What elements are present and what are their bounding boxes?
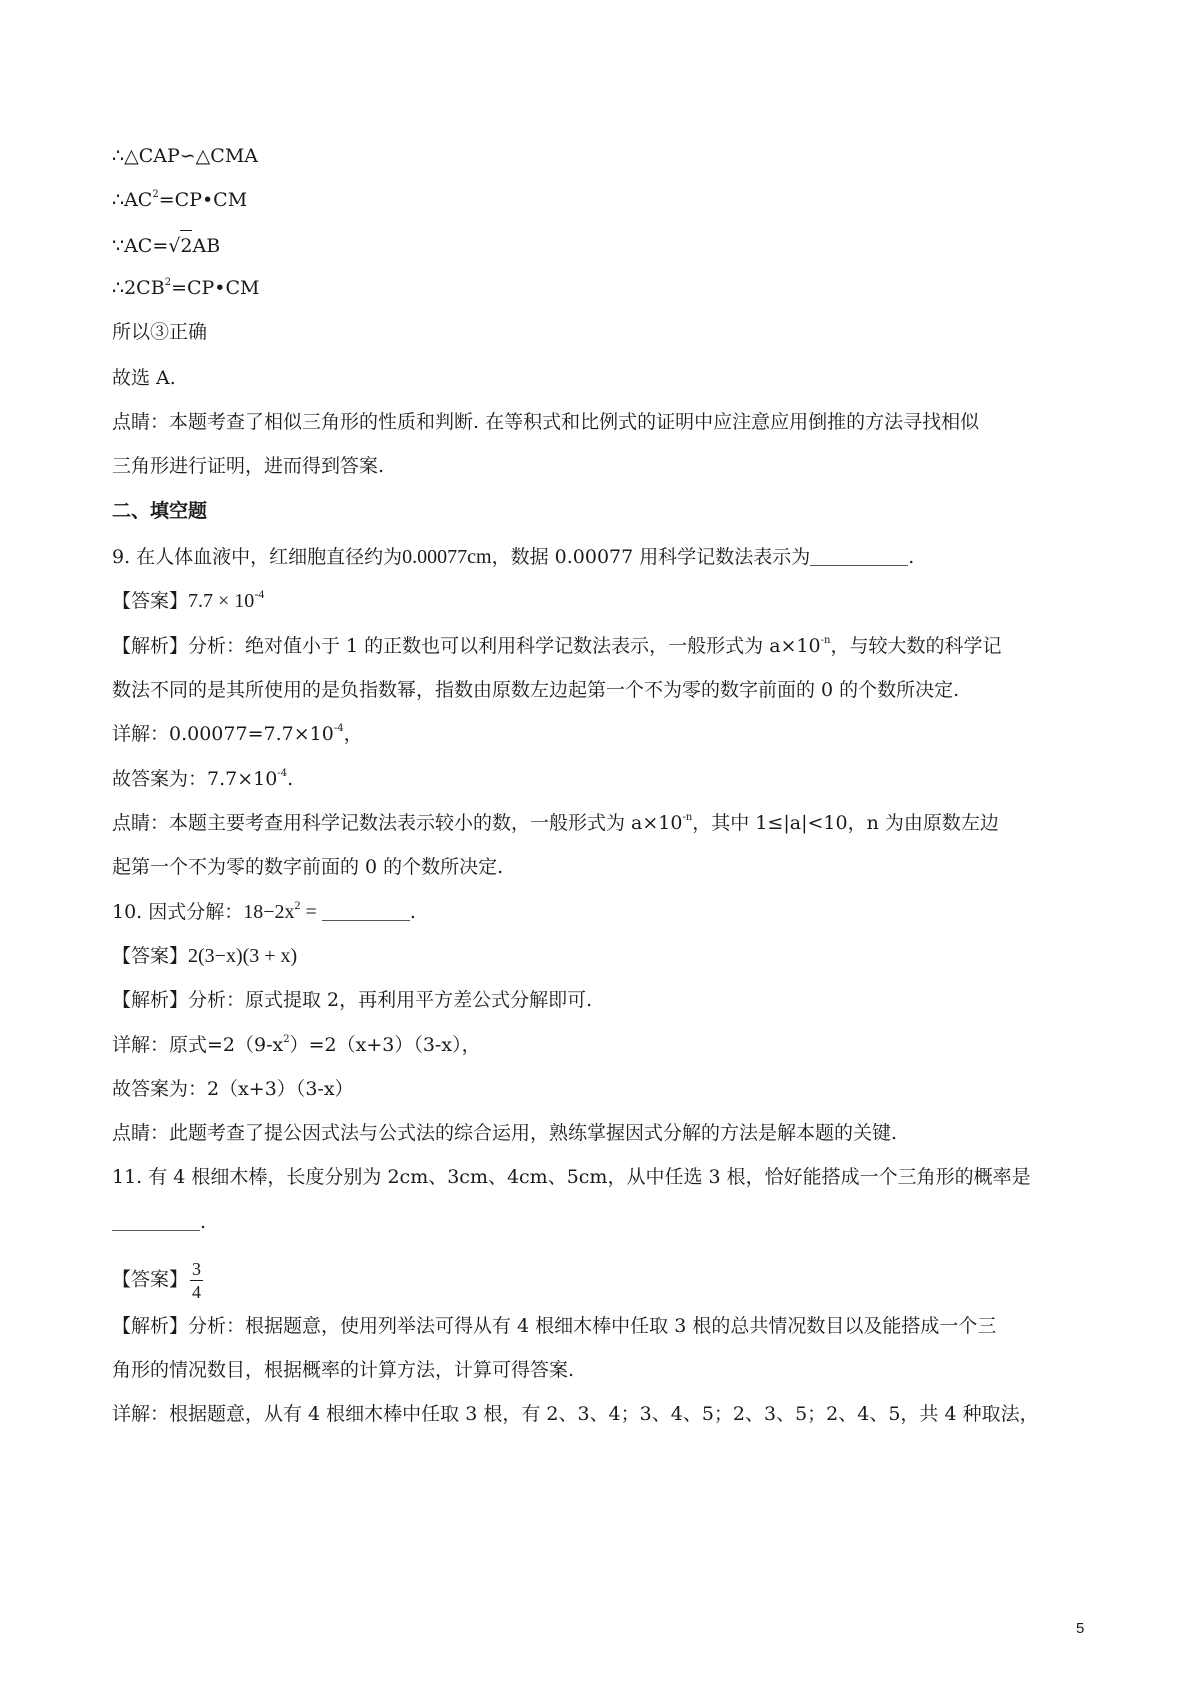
text-segment: 详解：根据题意，从有 4 根细木棒中任取 3 根，有 2、3、4；3、4、5；2、3、5；2、4、5，共 4 种取法， (112, 1403, 1039, 1425)
text-segment: 数法不同的是其所使用的是负指数幂，指数由原数左边起第一个不为零的数字前面的 0 的个数所决定. (112, 679, 960, 701)
question-9-analysis-2 (112, 676, 959, 704)
superscript: -4 (277, 768, 288, 779)
text-segment: ，数据 0.00077 用科学记数法表示为 (491, 546, 811, 568)
answer-math: 7.7 × 10 (188, 590, 255, 612)
text-line-choice (112, 364, 176, 392)
text-segment: 点睛：本题考查了相似三角形的性质和判断. 在等积式和比例式的证明中应注意应用倒推的方法寻找相似 (112, 411, 980, 433)
answer-label: 【答案】 (112, 590, 189, 612)
text-segment: ， (343, 723, 363, 745)
question-11-stem (112, 1163, 1031, 1191)
question-9-detail (112, 720, 363, 748)
superscript: 2 (294, 898, 301, 912)
text-segment: 故选 A. (112, 367, 176, 389)
text-segment: 故答案为：2（x+3）（3-x） (112, 1078, 354, 1100)
superscript: 2 (152, 189, 159, 200)
question-11-detail (112, 1400, 1039, 1428)
text-segment: . (409, 901, 416, 923)
text-segment: ∴AC (112, 189, 153, 211)
text-segment: 【解析】分析：原式提取 2，再利用平方差公式分解即可. (112, 989, 593, 1011)
superscript: 2 (164, 277, 172, 288)
answer-blank (322, 902, 410, 921)
sqrt-expression (168, 230, 192, 260)
text-segment: 点睛：此题考查了提公因式法与公式法的综合运用，熟练掌握因式分解的方法是解本题的关键. (112, 1122, 898, 1144)
text-line-ac-sqrt (112, 230, 220, 260)
question-10-analysis (112, 986, 592, 1014)
text-segment: ∵AC= (112, 235, 169, 257)
text-segment: 【解析】分析：根据题意，使用列举法可得从有 4 根细木棒中任取 3 根的总共情况数目以及能搭成一个三 (112, 1315, 997, 1337)
math-expression: 18−2x (243, 901, 295, 923)
text-segment: AB (192, 235, 221, 257)
text-line-similar-triangles (112, 142, 258, 170)
question-10-detail (112, 1031, 481, 1059)
text-line-note-2 (112, 452, 384, 480)
answer-fraction (190, 1258, 203, 1303)
question-11-analysis-2 (112, 1356, 574, 1384)
sqrt-radicand: 2 (180, 230, 192, 260)
answer-label: 【答案】 (112, 945, 189, 967)
sqrt-sign-icon: √ (168, 235, 181, 257)
text-segment: 详解：原式=2（9-x (112, 1034, 284, 1056)
text-segment: . (908, 546, 915, 568)
fraction-numerator: 3 (192, 1259, 202, 1279)
text-segment: 所以③正确 (112, 321, 208, 343)
text-segment: 三角形进行证明，进而得到答案. (112, 455, 385, 477)
math-expression: = (300, 901, 322, 923)
superscript: -4 (254, 587, 265, 601)
text-segment: ，其中 1≤|a|<10，n 为由原数左边 (692, 812, 999, 834)
answer-blank (112, 1212, 200, 1231)
question-11-stem-blank (112, 1208, 206, 1236)
text-line-ac-squared (112, 186, 247, 214)
question-9-note-2 (112, 853, 503, 881)
text-segment: . (200, 1211, 207, 1233)
answer-math: 2(3−x)(3 + x) (188, 945, 298, 967)
page-number: 5 (1076, 1620, 1085, 1637)
text-line-conclusion (112, 318, 207, 346)
question-10-note (112, 1119, 897, 1147)
text-segment: =CP•CM (171, 277, 260, 299)
text-segment: =CP•CM (158, 189, 248, 211)
text-segment: ）=2（x+3）（3-x）， (289, 1034, 481, 1056)
text-segment: ，与较大数的科学记 (830, 635, 1002, 657)
text-segment: 11. 有 4 根细木棒，长度分别为 2cm、3cm、4cm、5cm，从中任选 3 根，恰好能搭成一个三角形的概率是 (112, 1166, 1031, 1188)
text-line-note-1 (112, 408, 979, 436)
superscript: -n (682, 812, 693, 823)
text-segment: . (287, 768, 294, 790)
text-similar: ∴△CAP∽△CMA (112, 145, 258, 167)
superscript: -n (820, 635, 831, 646)
question-10-stem (112, 898, 416, 926)
question-11-analysis-1 (112, 1312, 996, 1340)
question-10-final (112, 1075, 354, 1103)
question-11-answer (112, 1258, 203, 1303)
superscript: 2 (283, 1034, 290, 1045)
question-10-answer (112, 942, 297, 970)
question-9-final (112, 765, 293, 793)
answer-blank (810, 547, 908, 566)
section-title-text: 二、填空题 (112, 500, 208, 522)
fraction-denominator: 4 (192, 1282, 202, 1302)
text-line-2cb-squared (112, 274, 260, 302)
math-value: 0.00077cm (402, 546, 492, 568)
question-9-stem (112, 543, 914, 571)
section-title (112, 497, 207, 525)
text-segment: ∴2CB (112, 277, 165, 299)
question-9-analysis-1 (112, 632, 1001, 660)
text-segment: 角形的情况数目，根据概率的计算方法，计算可得答案. (112, 1359, 575, 1381)
text-segment: 详解：0.00077=7.7×10 (112, 723, 334, 745)
text-segment: 故答案为：7.7×10 (112, 768, 278, 790)
text-segment: 起第一个不为零的数字前面的 0 的个数所决定. (112, 856, 504, 878)
superscript: -4 (333, 723, 344, 734)
text-segment: 【解析】分析：绝对值小于 1 的正数也可以利用科学记数法表示，一般形式为 a×10 (112, 635, 821, 657)
answer-label: 【答案】 (112, 1268, 189, 1291)
text-segment: 9. 在人体血液中，红细胞直径约为 (112, 546, 403, 568)
text-segment: 10. 因式分解： (112, 901, 244, 923)
text-segment: 点睛：本题主要考查用科学记数法表示较小的数，一般形式为 a×10 (112, 812, 683, 834)
question-9-note-1 (112, 809, 999, 837)
question-9-answer (112, 587, 264, 615)
